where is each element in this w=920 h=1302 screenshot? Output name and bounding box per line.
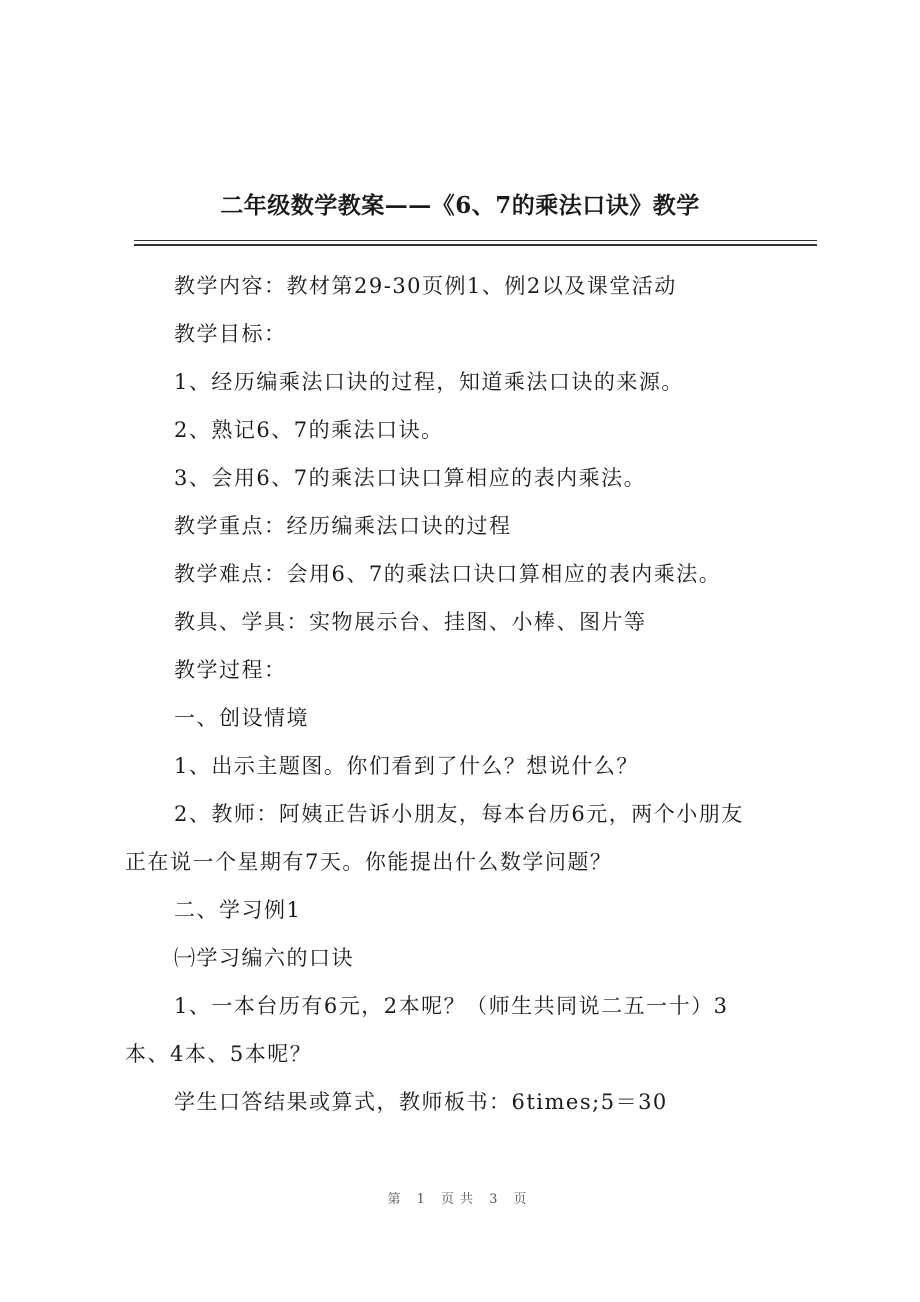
paragraph-line: ㈠学习编六的口诀 [174,946,354,970]
paragraph-line: 教学难点：会用6、7的乘法口诀口算相应的表内乘法。 [174,562,722,586]
title-divider-thick [134,244,817,246]
page-number: 第 1 页共 3 页 [387,1192,533,1207]
paragraph-line: 1、经历编乘法口诀的过程，知道乘法口诀的来源。 [174,370,684,394]
paragraph-line: 教学内容：教材第29-30页例1、例2以及课堂活动 [174,274,677,298]
paragraph-line: 教学重点：经历编乘法口诀的过程 [174,514,512,538]
paragraph-line: 教学目标： [174,322,287,346]
paragraph-line: 二、学习例1 [174,898,302,922]
paragraph-line-continuation: 正在说一个星期有7天。你能提出什么数学问题？ [125,850,613,874]
paragraph-line: 学生口答结果或算式，教师板书：6times;5＝30 [174,1090,668,1114]
paragraph-line: 1、出示主题图。你们看到了什么？想说什么？ [174,754,639,778]
paragraph-line: 3、会用6、7的乘法口诀口算相应的表内乘法。 [174,466,647,490]
paragraph-line-continuation: 本、4本、5本呢？ [125,1042,313,1066]
paragraph-line: 一、创设情境 [174,706,309,730]
paragraph-line: 教具、学具：实物展示台、挂图、小棒、图片等 [174,610,647,634]
document-body [125,262,815,1126]
paragraph-line: 教学过程： [174,658,287,682]
document-title: 二年级数学教案——《6、7的乘法口诀》教学 [220,192,700,219]
paragraph-line: 2、教师：阿姨正告诉小朋友，每本台历6元，两个小朋友 [174,802,744,826]
paragraph-line: 1、一本台历有6元，2本呢？（师生共同说二五一十）3 [174,994,729,1018]
paragraph-line: 2、熟记6、7的乘法口诀。 [174,418,444,442]
title-divider-thin [134,240,817,241]
